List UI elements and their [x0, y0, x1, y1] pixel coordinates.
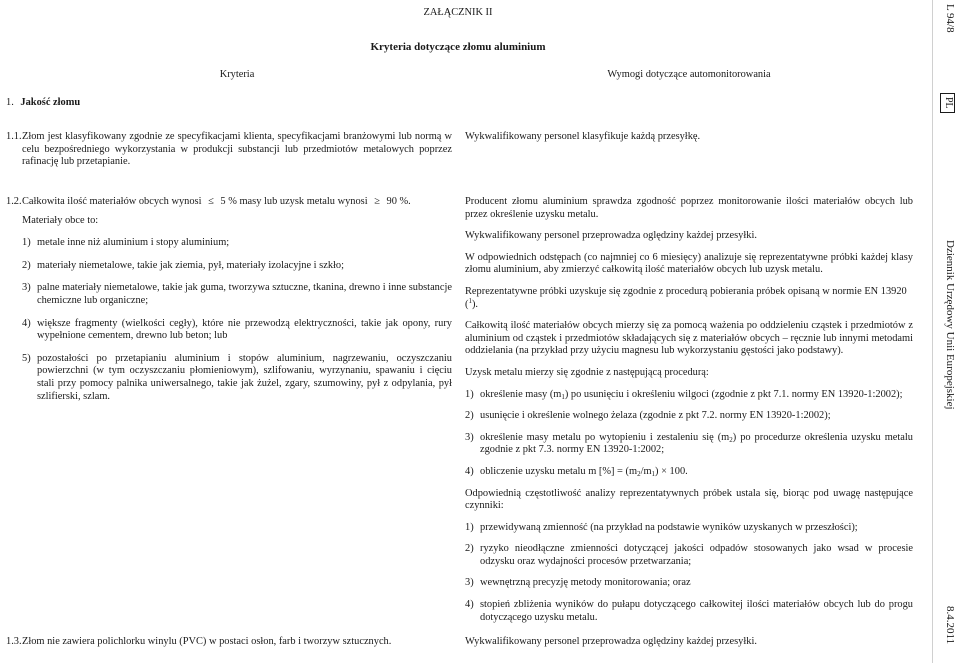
monitoring-para: W odpowiednich odstępach (co najmniej co 6 miesięcy) analizuje się reprezentatywne próbki każdej klasy złomu aluminium, aby zmierzyć całkowitą ilość materiałów obcych lub uzysk metalu.: [465, 251, 913, 276]
foreign-material-item: 5) pozostałości po przetapianiu aluminium i stopów aluminium, nagrzewaniu, oczyszczaniu powierzchni (w tym oczyszczaniu płomieniowym), szlifowaniu, wyrzynaniu, spawaniu i cięciu stali przy pomocy palnika uniwersalnego, takie jak żużel, zgary, szumowiny, pył z odpylania, pył szlifierski, szlam.: [22, 352, 452, 402]
yield-step: 4) obliczenie uzysku metalu m [%] = $(m_2/m_1) \times 100$.: [465, 465, 688, 478]
criteria-1-2: [22, 196, 452, 403]
monitoring-para: Odpowiednią częstotliwość analizy reprezentatywnych próbek ustala się, biorąc pod uwagę następujące czynniki:: [465, 487, 913, 512]
criteria-1-2-heading: Całkowita ilość materiałów obcych wynosi ≤ 5 % masy lub uzysk metalu wynosi ≥ 90 %.: [22, 196, 411, 207]
criteria-1-2-intro: Materiały obce to:: [22, 214, 99, 226]
language-badge: PL: [940, 93, 955, 113]
monitoring-para: Uzysk metalu mierzy się zgodnie z następującą procedurą:: [465, 366, 709, 378]
column-header-monitoring: Wymogi dotyczące automonitorowania: [607, 69, 771, 80]
criteria-1-1: Złom jest klasyfikowany zgodnie ze specyfikacjami klienta, specyfikacjami branżowymi lub normą w celu bezpośredniego wykorzystania w produkcji substancji lub przedmiotów metalowych poprzez rafinację lub przetapianie.: [22, 131, 452, 168]
foreign-material-item: 3) palne materiały niemetalowe, takie jak guma, tworzywa sztuczne, tkanina, drewno i inne substancje chemiczne lub organiczne;: [22, 282, 452, 306]
monitoring-1-1: Wykwalifikowany personel klasyfikuje każdą przesyłkę.: [465, 131, 701, 142]
frequency-factor: 4) stopień zbliżenia wyników do pułapu dotyczącego całkowitej ilości materiałów obcych lub do progu dotyczącego uzysku metalu.: [465, 599, 913, 623]
footnote-ref[interactable]: 1: [468, 296, 472, 305]
journal-name: Dziennik Urzędowy Unii Europejskiej: [944, 240, 956, 410]
document-title: Kryteria dotyczące złomu aluminium: [370, 41, 546, 53]
page-reference: L 94/8: [944, 4, 956, 33]
monitoring-1-2: [465, 196, 913, 624]
criteria-1-3: Złom nie zawiera polichlorku winylu (PVC) w postaci osłon, farb i tworzyw sztucznych.: [22, 636, 392, 647]
monitoring-para: Wykwalifikowany personel przeprowadza oględziny każdej przesyłki.: [465, 230, 757, 242]
monitoring-1-3: Wykwalifikowany personel przeprowadza oględziny każdej przesyłki.: [465, 636, 757, 647]
foreign-material-item: 4) większe fragmenty (wielkości cegły), które nie przewodzą elektryczności, takie jak opony, rury wypełnione cementem, drewno lub beton; lub: [22, 317, 452, 342]
foreign-material-item: 2) materiały niemetalowe, takie jak ziemia, pył, materiały izolacyjne i szkło;: [22, 259, 344, 271]
item-number-1-1: 1.1.: [6, 131, 22, 142]
section-number: 1.: [6, 97, 14, 108]
monitoring-para: Reprezentatywne próbki uzyskuje się zgodnie z procedurą pobierania próbek opisaną w normie EN 13920 ($^1$).: [465, 285, 907, 310]
yield-step: 2) usunięcie i określenie wolnego żelaza (zgodnie z pkt 7.2. normy EN 13920-1:2002);: [465, 410, 831, 422]
margin-divider: [932, 0, 933, 663]
frequency-factor: 2) ryzyko nieodłączne zmienności dotyczącej jakości odpadów stosowanych jako wsad w procesie odzysku oraz wydajności procesów przetwarzania;: [465, 543, 913, 567]
monitoring-para: Producent złomu aluminium sprawdza zgodność poprzez monitorowanie ilości materiałów obcych lub przez określenie uzysku metalu.: [465, 196, 913, 220]
frequency-factor: 1) przewidywaną zmienność (na przykład na podstawie wyników uzyskanych w przeszłości);: [465, 521, 858, 533]
frequency-factor: 3) wewnętrzną precyzję metody monitorowania; oraz: [465, 577, 691, 589]
column-header-criteria: Kryteria: [219, 69, 255, 80]
item-number-1-2: 1.2.: [6, 196, 22, 207]
annex-label: ZAŁĄCZNIK II: [423, 7, 493, 18]
section-title: Jakość złomu: [20, 97, 81, 108]
yield-step: 3) określenie masy metalu po wytopieniu i zestaleniu się $(m_2)$ po procedurze określenia uzysku metalu zgodnie z pkt 7.3. normy EN 13920-1:2002;: [465, 431, 913, 456]
item-number-1-3: 1.3.: [6, 636, 22, 647]
foreign-material-item: 1) metale inne niż aluminium i stopy aluminium;: [22, 237, 230, 249]
monitoring-para: Całkowitą ilość materiałów obcych mierzy się za pomocą ważenia po oddzieleniu cząstek i przedmiotów z aluminium od cząstek i przedmiotów składających się z materiałów obcych – ręcznie lub innymi metodami oddzielania (na przykład przy użyciu magnesu lub wykorzystaniu gęstości jako podstawy).: [465, 320, 913, 357]
section-heading: [6, 97, 80, 110]
yield-step: 1) określenie masy $(m_1)$ po usunięciu i określeniu wilgoci (zgodnie z pkt 7.1. normy EN 13920-1:2002);: [465, 388, 903, 401]
publication-date: 8.4.2011: [944, 606, 956, 645]
